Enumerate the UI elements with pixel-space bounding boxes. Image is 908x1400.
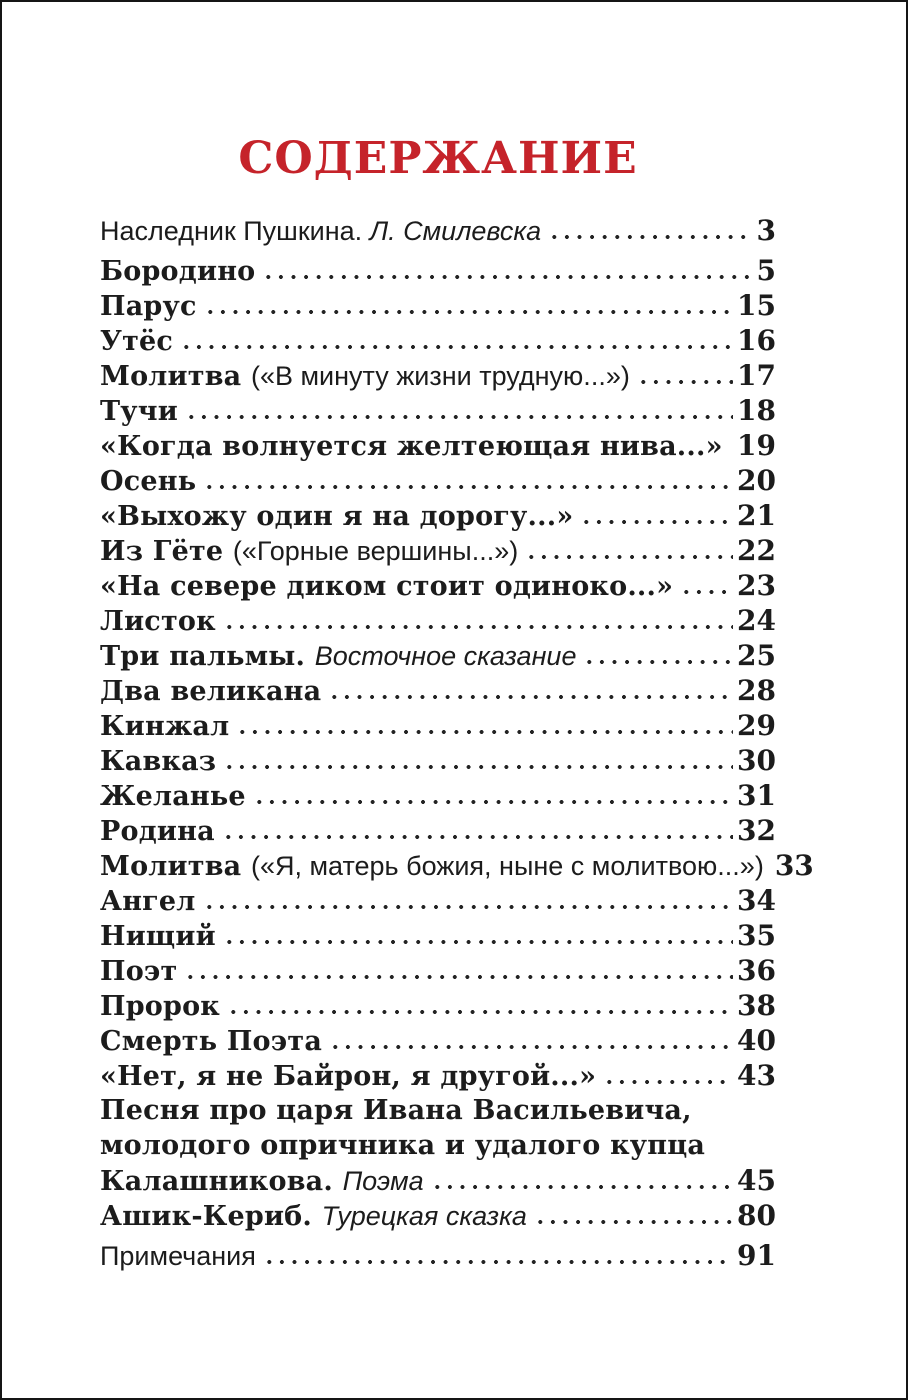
page-number: 43	[737, 1059, 776, 1092]
entry-text: Поэма	[342, 1166, 424, 1196]
page-number: 23	[737, 569, 776, 602]
entry-main-line	[100, 708, 776, 743]
entry-text: Желанье	[100, 781, 246, 812]
dot-leader	[263, 1259, 733, 1265]
entry-text: Кинжал	[100, 711, 230, 742]
entry-text: Родина	[100, 816, 215, 847]
toc-entry	[100, 1058, 776, 1093]
toc-entry	[100, 953, 776, 988]
page-number: 25	[737, 639, 776, 672]
toc-entry	[100, 883, 776, 918]
page-number: 3	[756, 214, 776, 247]
entry-text: Наследник Пушкина.	[100, 216, 370, 246]
entry-text: Пророк	[100, 991, 220, 1022]
page-number: 32	[737, 814, 776, 847]
toc-entry	[100, 393, 776, 428]
page-number: 15	[737, 289, 776, 322]
toc-entry	[100, 918, 776, 953]
page-number: 24	[737, 604, 776, 637]
entry-text: Ашик-Кериб.	[100, 1201, 322, 1232]
entry-text: Поэт	[100, 956, 178, 987]
entry-main-line	[100, 428, 776, 463]
page-number: 38	[737, 989, 776, 1022]
entry-text: «Выхожу один я на дорогу...»	[100, 501, 574, 532]
entry-text: Турецкая сказка	[321, 1201, 527, 1231]
page-number: 29	[737, 709, 776, 742]
toc-entry	[100, 568, 776, 603]
toc-entry	[100, 1198, 776, 1233]
entry-text: «На севере диком стоит одиноко...»	[100, 571, 674, 602]
dot-leader	[227, 1009, 733, 1015]
entry-text: Калашникова.	[100, 1166, 343, 1197]
entry-main-line	[100, 988, 776, 1023]
entry-main-line	[100, 358, 776, 393]
entry-text: Парус	[100, 291, 197, 322]
dot-leader	[203, 904, 734, 910]
dot-leader	[525, 554, 733, 560]
toc-entry	[100, 743, 776, 778]
dot-leader	[223, 624, 733, 630]
entry-main-line	[100, 1023, 776, 1058]
toc-entry	[100, 358, 776, 393]
entry-main-line	[100, 848, 814, 883]
dot-leader	[222, 834, 733, 840]
entry-text: Из Гёте	[100, 536, 233, 567]
toc-entry	[100, 323, 776, 358]
page-number: 5	[756, 254, 776, 287]
entry-text: Смерть Поэта	[100, 1026, 323, 1057]
dot-leader	[680, 589, 733, 595]
entry-text: Тучи	[100, 396, 178, 427]
entry-text: молодого опричника и удалого купца	[100, 1130, 706, 1161]
dot-leader	[431, 1184, 733, 1190]
toc-entry	[100, 848, 814, 883]
page-number: 35	[737, 919, 776, 952]
entry-text: Три пальмы.	[100, 641, 315, 672]
entry-text: Ангел	[100, 886, 196, 917]
toc-entry	[100, 778, 776, 813]
toc-entry	[100, 813, 776, 848]
dot-leader	[204, 309, 733, 315]
toc-entry	[100, 533, 776, 568]
entry-main-line	[100, 393, 776, 428]
entry-text: Утёс	[100, 326, 174, 357]
entry-main-line	[100, 1198, 776, 1233]
page-number: 45	[737, 1164, 776, 1197]
entry-main-line	[100, 743, 776, 778]
page-number: 19	[737, 429, 776, 462]
page-number: 40	[737, 1024, 776, 1057]
toc-entry	[100, 498, 776, 533]
entry-main-line	[100, 883, 776, 918]
toc-entry	[100, 463, 776, 498]
dot-leader	[253, 799, 733, 805]
page-number: 34	[737, 884, 776, 917]
entry-main-line	[100, 638, 776, 673]
entry-wrap-line	[100, 1128, 776, 1163]
toc-entry	[100, 603, 776, 638]
toc-entry	[100, 673, 776, 708]
toc-entry	[100, 428, 776, 463]
entry-text: Восточное сказание	[314, 641, 577, 671]
toc-entry	[100, 708, 776, 743]
entry-main-line	[100, 1238, 776, 1273]
dot-leader	[583, 659, 733, 665]
page-number: 18	[737, 394, 776, 427]
dot-leader	[580, 519, 733, 525]
dot-leader	[637, 379, 733, 385]
page-number: 80	[737, 1199, 776, 1232]
entry-text: Два великана	[100, 676, 322, 707]
entry-main-line	[100, 463, 776, 498]
entry-main-line	[100, 533, 776, 568]
entry-text: Примечания	[100, 1241, 256, 1271]
entry-text: Листок	[100, 606, 216, 637]
entry-text: («Горные вершины...»)	[232, 536, 519, 566]
entry-text: Кавказ	[100, 746, 217, 777]
entry-main-line	[100, 953, 776, 988]
toc-entry	[100, 213, 776, 248]
dot-leader	[329, 1044, 733, 1050]
dot-leader	[180, 344, 733, 350]
dot-leader	[262, 274, 752, 280]
dot-leader	[328, 694, 733, 700]
entry-main-line	[100, 1058, 776, 1093]
dot-leader	[534, 1219, 733, 1225]
entry-text: «Когда волнуется желтеющая нива...»	[100, 431, 723, 462]
entry-text: Осень	[100, 466, 197, 497]
toc-content	[2, 2, 906, 1398]
toc-entry	[100, 253, 776, 288]
toc-entry	[100, 988, 776, 1023]
entry-text: Молитва	[100, 851, 251, 882]
entry-main-line	[100, 213, 776, 248]
entry-text: Л. Смилевска	[369, 216, 542, 246]
entry-main-line	[100, 568, 776, 603]
page-number: 20	[737, 464, 776, 497]
dot-leader	[203, 484, 733, 490]
dot-leader	[223, 764, 733, 770]
page-number: 36	[737, 954, 776, 987]
toc-entry	[100, 1093, 776, 1198]
dot-leader	[236, 729, 733, 735]
dot-leader	[603, 1079, 733, 1085]
entry-wrap-line	[100, 1093, 776, 1128]
dot-leader	[730, 449, 733, 455]
page-number: 28	[737, 674, 776, 707]
entry-main-line	[100, 603, 776, 638]
entry-main-line	[100, 253, 776, 288]
toc-entry	[100, 638, 776, 673]
page-number: 22	[737, 534, 776, 567]
toc-entry	[100, 1023, 776, 1058]
page-number: 33	[774, 849, 814, 882]
page-title: СОДЕРЖАНИЕ	[238, 133, 638, 184]
entry-text: «Нет, я не Байрон, я другой...»	[100, 1061, 597, 1092]
dot-leader	[185, 414, 733, 420]
entry-main-line	[100, 778, 776, 813]
entry-text: Бородино	[100, 256, 256, 287]
page-number: 17	[737, 359, 776, 392]
entry-text: Песня про царя Ивана Васильевича,	[100, 1095, 692, 1126]
page-number: 16	[737, 324, 776, 357]
toc-entry	[100, 288, 776, 323]
toc-entry	[100, 1238, 776, 1273]
entry-text: («В минуту жизни трудную...»)	[250, 361, 630, 391]
page-number: 91	[737, 1239, 776, 1272]
toc-list	[100, 213, 814, 1273]
page-number: 30	[737, 744, 776, 777]
dot-leader	[223, 939, 733, 945]
entry-main-line	[100, 918, 776, 953]
page-number: 21	[737, 499, 776, 532]
dot-leader	[184, 974, 733, 980]
entry-main-line	[100, 498, 776, 533]
entry-main-line	[100, 673, 776, 708]
dot-leader	[548, 234, 752, 240]
entry-text: («Я, матерь божия, ныне с молитвою...»)	[250, 851, 764, 881]
entry-main-line	[100, 813, 776, 848]
entry-main-line	[100, 323, 776, 358]
entry-text: Нищий	[100, 921, 216, 952]
entry-text: Молитва	[100, 361, 251, 392]
page-number: 31	[737, 779, 776, 812]
entry-main-line	[100, 1163, 776, 1198]
entry-main-line	[100, 288, 776, 323]
